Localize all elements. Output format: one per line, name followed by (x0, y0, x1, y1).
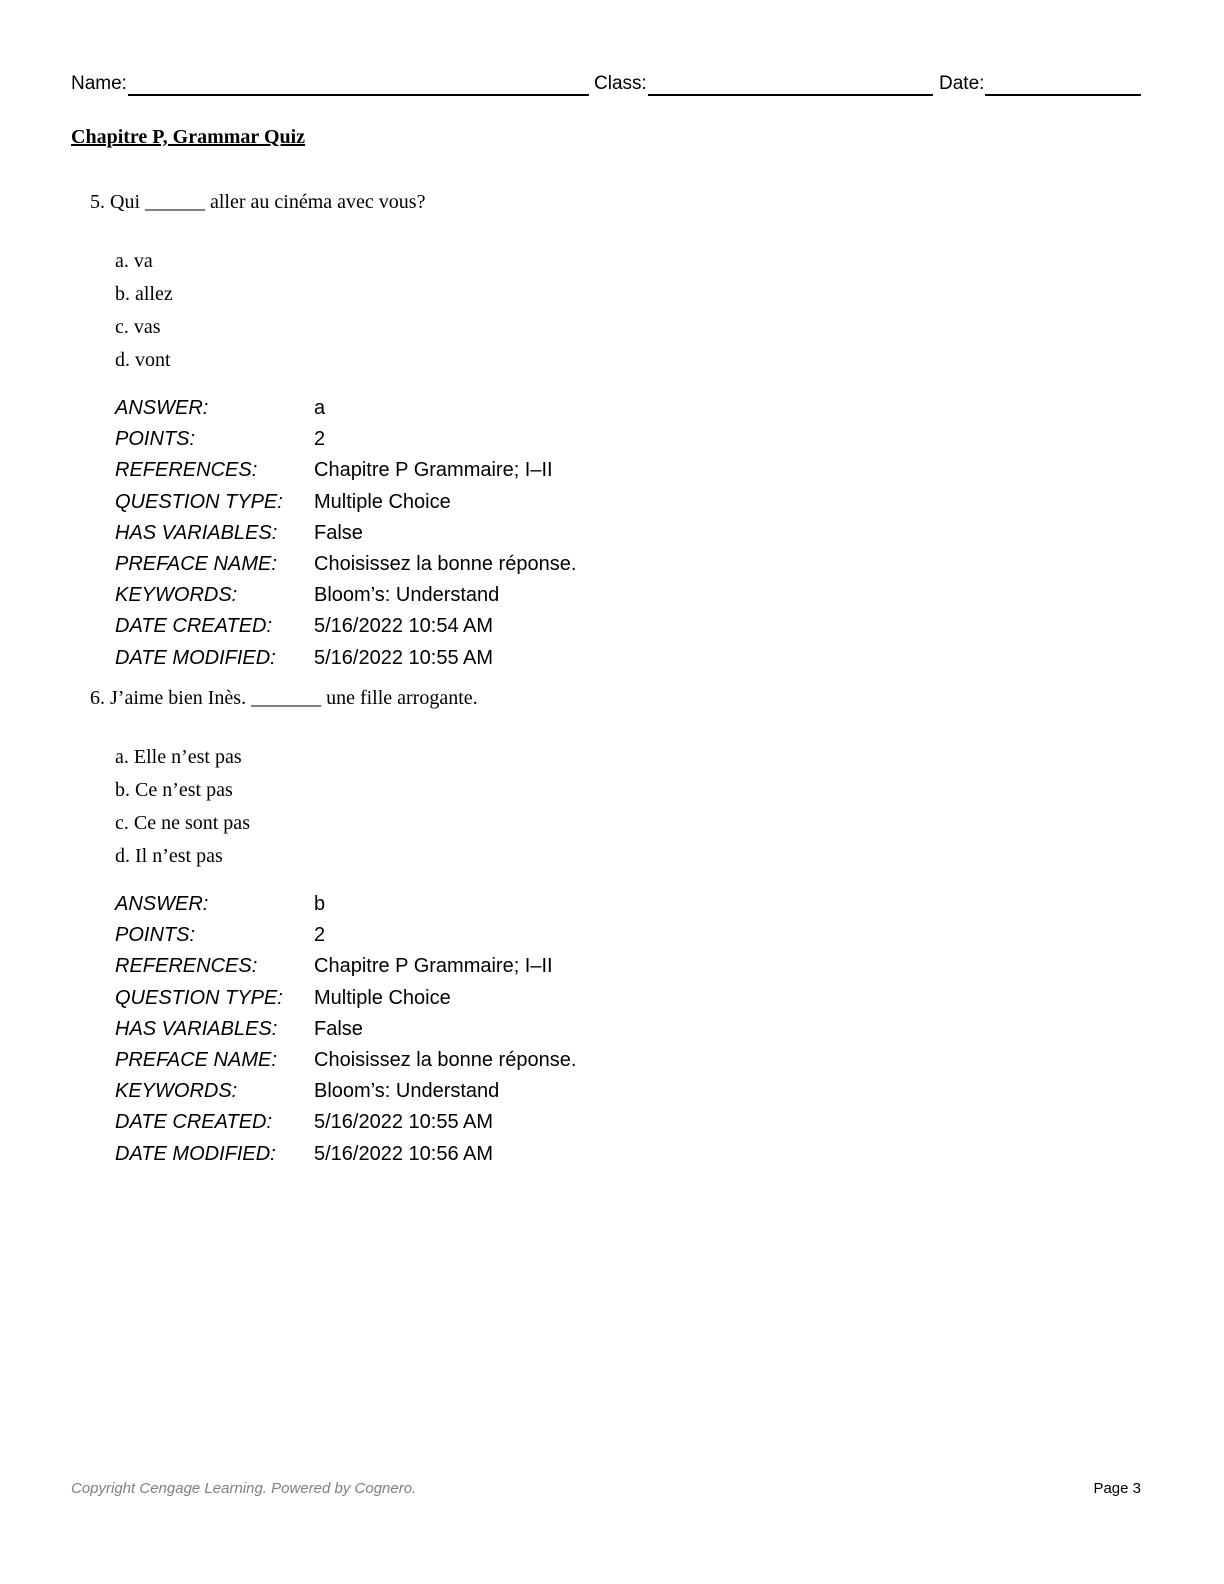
meta-value: 2 (314, 428, 326, 451)
copyright-footer: Copyright Cengage Learning. Powered by Cognero. (71, 1480, 417, 1497)
meta-key: KEYWORDS: (115, 1080, 238, 1103)
answer-choices (115, 741, 1090, 873)
class-label: Class: (594, 73, 647, 94)
answer-choices (115, 245, 1090, 377)
meta-key: DATE CREATED: (115, 1111, 273, 1134)
choice-c: c. vas (115, 316, 161, 338)
meta-value: Choisissez la bonne réponse. (314, 1048, 577, 1071)
meta-key: POINTS: (115, 428, 196, 451)
meta-row-has-variables (115, 1014, 1090, 1045)
date-label: Date: (939, 73, 985, 94)
meta-key: DATE CREATED: (115, 615, 273, 638)
meta-value: 2 (314, 924, 326, 947)
meta-value: Multiple Choice (314, 986, 451, 1009)
date-field (939, 72, 1141, 96)
meta-row-preface-name (115, 1045, 1090, 1076)
meta-value: 5/16/2022 10:55 AM (314, 1111, 494, 1134)
class-blank-line (648, 72, 933, 96)
choice-a: a. va (115, 250, 153, 272)
meta-row-keywords (115, 580, 1090, 611)
meta-value: a (314, 397, 326, 419)
meta-value: False (314, 1017, 363, 1040)
meta-row-keywords (115, 1076, 1090, 1107)
choice-b: b. Ce n’est pas (115, 779, 233, 801)
meta-row-preface-name (115, 549, 1090, 580)
meta-row-references (115, 951, 1090, 982)
meta-value: Multiple Choice (314, 490, 451, 513)
meta-key: ANSWER: (115, 893, 209, 915)
choice-a: a. Elle n’est pas (115, 746, 242, 768)
question-5 (90, 189, 1090, 674)
meta-value: Choisissez la bonne réponse. (314, 552, 577, 575)
meta-row-date-created (115, 1107, 1090, 1138)
meta-key: DATE MODIFIED: (115, 646, 276, 669)
meta-row-answer (115, 393, 1090, 424)
meta-row-references (115, 455, 1090, 486)
class-field (594, 72, 933, 96)
meta-row-has-variables (115, 518, 1090, 549)
meta-row-points (115, 920, 1090, 951)
name-field (71, 72, 589, 96)
question-metadata (115, 393, 1090, 674)
meta-row-question-type (115, 487, 1090, 518)
meta-row-date-modified (115, 1139, 1090, 1170)
meta-row-date-created (115, 611, 1090, 642)
choice-b: b. allez (115, 283, 173, 305)
question-6 (90, 685, 1090, 1170)
meta-row-date-modified (115, 643, 1090, 674)
meta-value: 5/16/2022 10:54 AM (314, 615, 494, 638)
meta-value: Bloom’s: Understand (314, 1080, 500, 1103)
meta-row-answer (115, 889, 1090, 920)
student-info-header (71, 72, 1141, 98)
meta-key: REFERENCES: (115, 459, 258, 482)
choice-d: d. Il n’est pas (115, 845, 223, 867)
meta-value: 5/16/2022 10:55 AM (314, 646, 494, 669)
date-blank-line (985, 72, 1141, 96)
quiz-title: Chapitre P, Grammar Quiz (71, 126, 306, 148)
question-metadata (115, 889, 1090, 1170)
meta-key: REFERENCES: (115, 955, 258, 978)
choice-c: c. Ce ne sont pas (115, 812, 250, 834)
meta-key: QUESTION TYPE: (115, 986, 283, 1009)
meta-key: DATE MODIFIED: (115, 1142, 276, 1165)
meta-key: PREFACE NAME: (115, 552, 277, 575)
question-stem: 6. J’aime bien Inès. _______ une fille arrogante. (90, 687, 478, 709)
meta-value: False (314, 521, 363, 544)
meta-row-question-type (115, 983, 1090, 1014)
choice-d: d. vont (115, 349, 171, 371)
meta-key: PREFACE NAME: (115, 1048, 277, 1071)
meta-value: Bloom’s: Understand (314, 584, 500, 607)
name-blank-line (128, 72, 589, 96)
meta-key: KEYWORDS: (115, 584, 238, 607)
meta-key: HAS VARIABLES: (115, 521, 278, 544)
meta-value: b (314, 893, 326, 915)
meta-key: HAS VARIABLES: (115, 1017, 278, 1040)
meta-value: Chapitre P Grammaire; I–II (314, 459, 553, 482)
meta-value: Chapitre P Grammaire; I–II (314, 955, 553, 978)
meta-row-points (115, 424, 1090, 455)
meta-value: 5/16/2022 10:56 AM (314, 1142, 494, 1165)
page-number: Page 3 (1093, 1480, 1141, 1497)
meta-key: ANSWER: (115, 397, 209, 419)
meta-key: POINTS: (115, 924, 196, 947)
meta-key: QUESTION TYPE: (115, 490, 283, 513)
question-stem: 5. Qui ______ aller au cinéma avec vous? (90, 191, 426, 213)
name-label: Name: (71, 73, 127, 94)
